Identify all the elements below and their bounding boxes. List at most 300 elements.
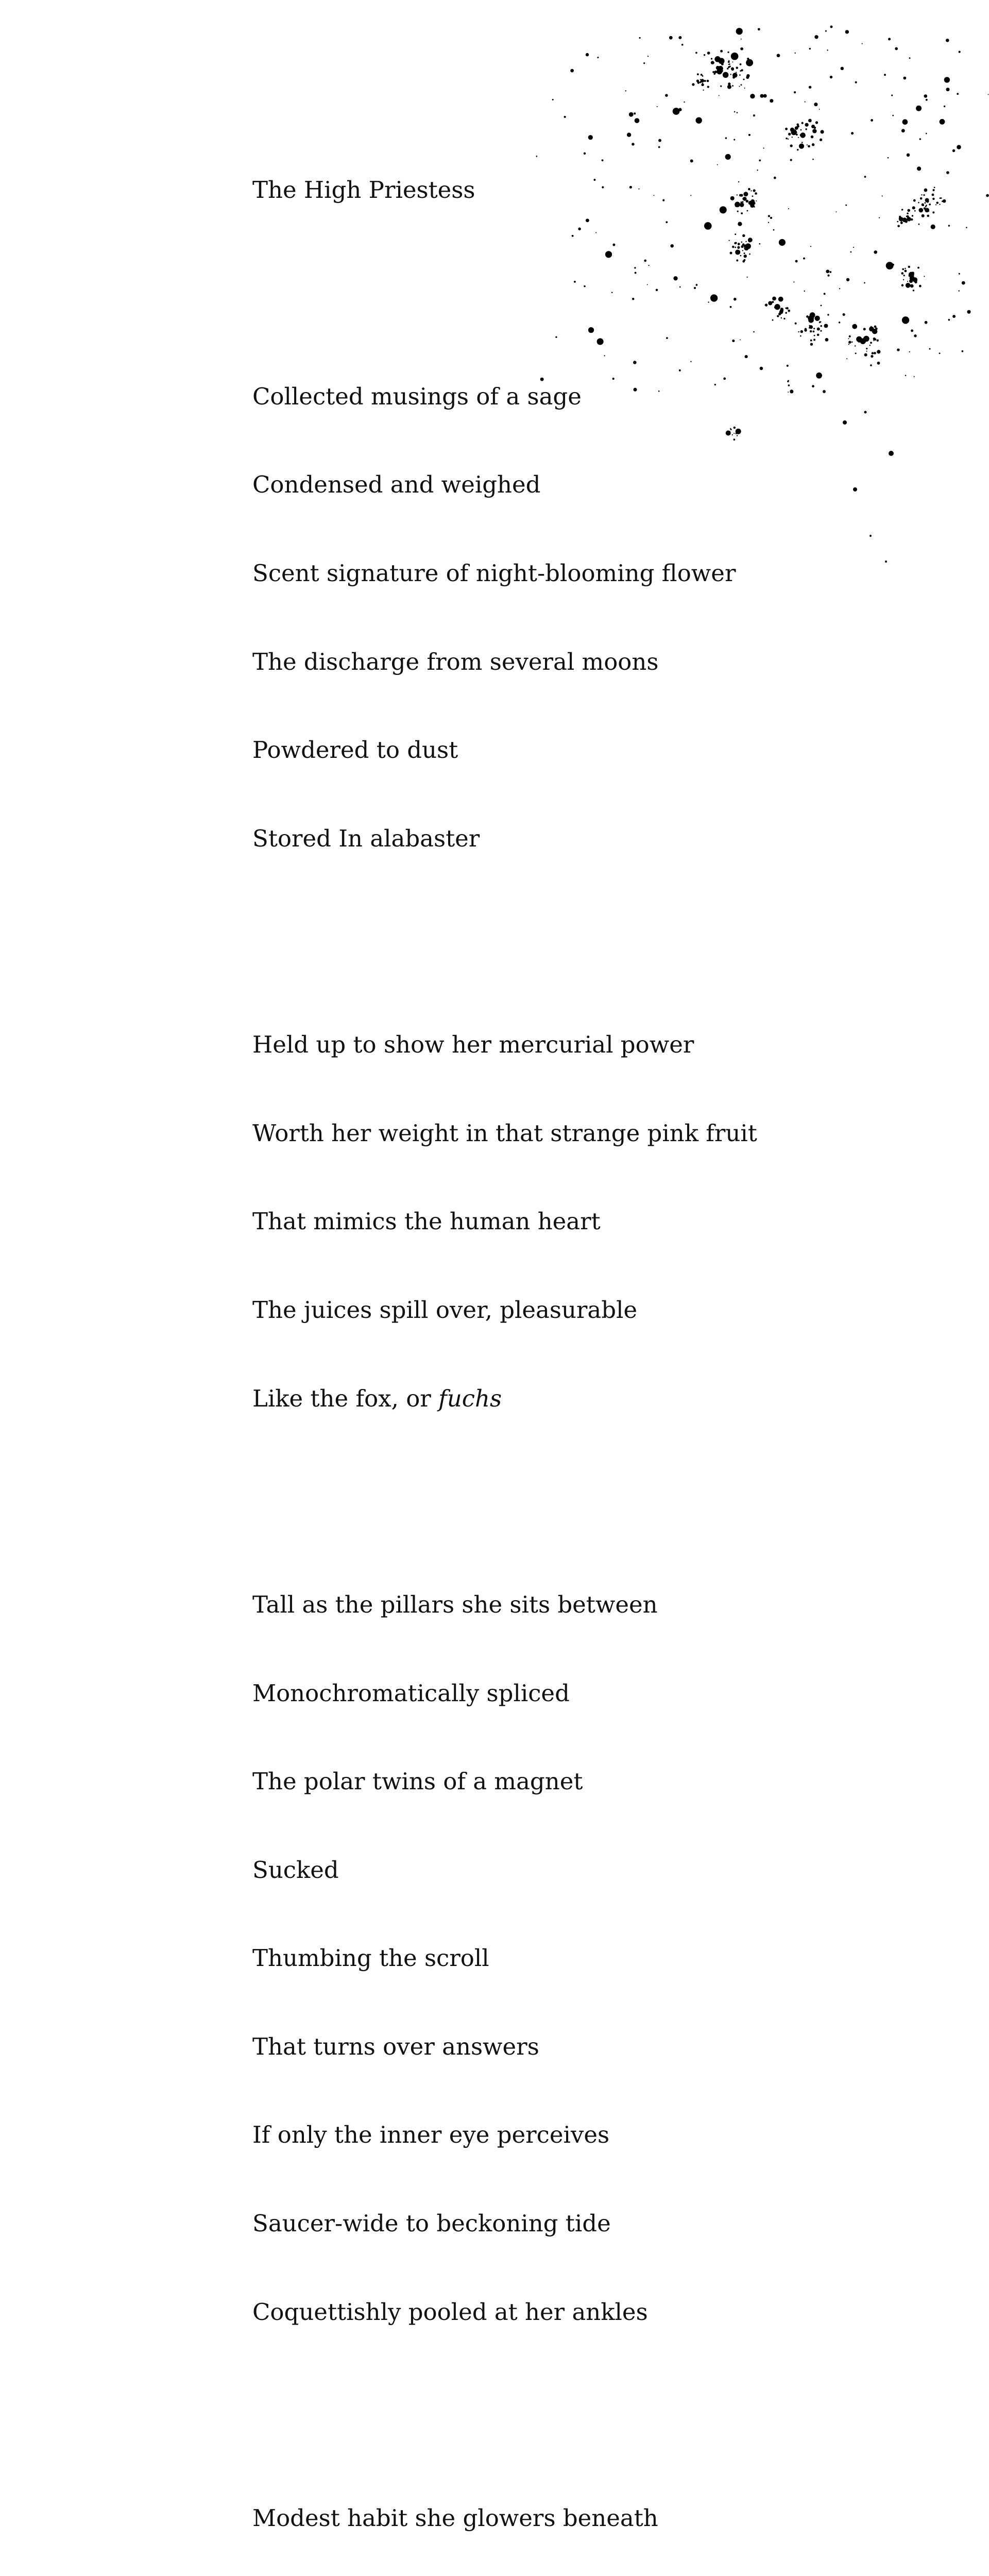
poem-line: Modest habit she glowers beneath (252, 2504, 658, 2532)
star-dot (805, 101, 806, 103)
star-dot (939, 204, 940, 205)
star-dot (902, 316, 909, 324)
star-dot (820, 325, 822, 327)
star-dot (927, 215, 929, 217)
star-dot (701, 79, 704, 82)
star-dot (820, 139, 822, 141)
star-dot (946, 171, 949, 174)
star-dot (713, 62, 715, 64)
star-dot (924, 189, 928, 192)
star-dot (931, 225, 935, 229)
star-dot (741, 39, 742, 40)
star-dot (829, 271, 831, 273)
star-dot (986, 194, 989, 197)
star-dot (707, 86, 709, 88)
star-dot (871, 326, 872, 327)
star-dot (728, 61, 730, 63)
star-dot (863, 336, 869, 342)
star-dot (814, 35, 818, 39)
star-dot (717, 69, 722, 74)
star-dot (926, 200, 929, 203)
star-dot (869, 327, 874, 332)
star-dot (901, 272, 904, 275)
star-dot (848, 338, 849, 339)
star-dot (794, 91, 796, 93)
star-dot (943, 199, 946, 203)
star-dot (918, 208, 923, 213)
star-dot (967, 310, 970, 314)
star-dot (739, 86, 740, 87)
star-dot (846, 278, 849, 281)
star-dot (873, 337, 876, 340)
poem-line: Monochromatically spliced (252, 1679, 570, 1707)
star-dot (731, 67, 734, 70)
star-dot (909, 275, 911, 277)
star-dot (914, 334, 916, 337)
star-dot (874, 326, 877, 328)
star-dot (929, 348, 930, 350)
star-dot (835, 211, 837, 212)
star-dot (907, 213, 909, 215)
stanza-gap (252, 912, 819, 941)
star-dot (848, 344, 849, 345)
star-dot (959, 273, 960, 275)
star-dot (909, 351, 910, 352)
star-dot (913, 290, 914, 291)
star-dot (923, 194, 925, 196)
star-dot (906, 215, 908, 217)
star-dot (845, 30, 849, 33)
star-dot (839, 288, 840, 289)
poem-line: The polar twins of a magnet (252, 1768, 583, 1795)
star-dot (711, 58, 712, 59)
star-dot (639, 37, 640, 39)
star-dot (820, 321, 822, 323)
star-dot (721, 70, 723, 72)
star-dot (824, 293, 826, 295)
poem-line: That mimics the human heart (252, 1208, 601, 1235)
star-dot (770, 99, 773, 103)
star-dot (647, 56, 649, 57)
star-dot (900, 222, 903, 224)
star-dot (732, 85, 734, 87)
star-dot (856, 336, 862, 342)
star-dot (824, 324, 828, 328)
star-dot (923, 205, 924, 207)
star-dot (902, 217, 907, 222)
star-dot (914, 376, 915, 377)
star-dot (866, 351, 867, 352)
star-dot (944, 77, 950, 82)
star-dot (942, 200, 943, 202)
poem-line: The juices spill over, pleasurable (252, 1296, 638, 1324)
star-dot (910, 284, 914, 288)
star-dot (862, 43, 863, 44)
star-dot (712, 71, 714, 73)
star-dot (721, 63, 724, 65)
star-dot (902, 209, 903, 210)
star-dot (845, 205, 847, 206)
star-dot (678, 108, 681, 111)
star-dot (910, 276, 915, 281)
star-dot (905, 220, 908, 223)
star-dot (962, 281, 965, 285)
star-dot (899, 217, 902, 220)
star-dot (907, 215, 909, 218)
star-dot (920, 197, 923, 200)
star-dot (746, 76, 749, 79)
star-dot (673, 108, 680, 115)
star-dot (849, 335, 851, 337)
star-dot (826, 269, 829, 273)
star-dot (895, 47, 898, 50)
star-dot (899, 216, 901, 218)
star-dot (925, 206, 927, 207)
star-dot (934, 187, 935, 189)
star-dot (731, 53, 739, 60)
star-dot (665, 94, 668, 97)
star-dot (870, 364, 872, 366)
star-dot (747, 58, 749, 60)
star-dot (716, 66, 720, 70)
star-dot (926, 99, 928, 101)
star-dot (727, 68, 728, 70)
poem-line: Worth her weight in that strange pink fruit (252, 1119, 757, 1147)
star-dot (746, 59, 753, 66)
star-dot (922, 204, 924, 206)
star-dot (897, 348, 900, 351)
star-dot (888, 38, 891, 40)
star-dot (625, 90, 626, 91)
star-dot (750, 94, 755, 98)
star-dot (906, 283, 911, 288)
star-dot (903, 77, 906, 80)
stanza-gap (252, 264, 819, 293)
star-dot (669, 36, 673, 40)
star-dot (988, 94, 989, 95)
star-dot (932, 189, 934, 191)
star-dot (657, 106, 658, 107)
star-dot (795, 53, 796, 54)
star-dot (909, 57, 911, 59)
star-dot (855, 345, 856, 347)
star-dot (874, 352, 876, 354)
star-dot (901, 284, 904, 287)
stanza-gap (252, 1472, 819, 1501)
star-dot (700, 81, 702, 82)
star-dot (719, 58, 725, 64)
star-dot (921, 194, 922, 195)
star-dot (932, 211, 934, 213)
star-dot (714, 56, 721, 62)
star-dot (731, 68, 734, 71)
star-dot (869, 535, 872, 537)
star-dot (886, 262, 894, 269)
star-dot (877, 340, 879, 342)
star-dot (924, 207, 926, 209)
poem-italic-word: fuchs (438, 1384, 502, 1412)
poem-title: The High Priestess (252, 176, 475, 204)
star-dot (758, 28, 760, 30)
star-dot (892, 115, 894, 116)
star-dot (825, 30, 827, 32)
star-dot (941, 197, 942, 199)
star-dot (701, 74, 703, 76)
star-dot (702, 75, 704, 77)
poem-line: Stored In alabaster (252, 824, 480, 852)
star-dot (931, 194, 934, 196)
star-dot (809, 48, 811, 49)
star-dot (912, 215, 913, 216)
star-dot (907, 281, 908, 282)
star-dot (903, 279, 904, 280)
star-dot (825, 338, 829, 342)
star-dot (728, 66, 730, 68)
star-dot (695, 52, 697, 54)
star-dot (819, 321, 821, 324)
star-dot (913, 277, 914, 278)
star-dot (704, 54, 705, 56)
star-dot (721, 60, 723, 62)
star-dot (760, 94, 763, 98)
star-dot (929, 204, 931, 206)
star-dot (897, 225, 900, 227)
star-dot (678, 36, 681, 39)
star-dot (597, 57, 599, 58)
star-dot (925, 198, 929, 202)
star-dot (634, 112, 636, 114)
star-dot (552, 99, 554, 100)
star-dot (855, 81, 857, 83)
star-dot (570, 69, 574, 73)
star-dot (864, 176, 866, 178)
star-dot (746, 74, 749, 77)
star-dot (912, 206, 915, 209)
star-dot (925, 199, 929, 202)
star-dot (734, 111, 736, 113)
star-dot (952, 315, 956, 318)
star-dot (874, 250, 877, 254)
star-dot (730, 74, 731, 75)
star-dot (927, 200, 928, 201)
star-dot (707, 80, 709, 82)
poem-line: Held up to show her mercurial power (252, 1031, 694, 1059)
star-dot (919, 285, 922, 287)
poem-line: The discharge from several moons (252, 648, 659, 675)
star-dot (703, 90, 704, 91)
star-dot (957, 145, 961, 149)
star-dot (903, 275, 905, 276)
star-dot (864, 411, 867, 414)
star-dot (908, 266, 910, 268)
star-dot (704, 80, 706, 82)
star-dot (917, 166, 921, 171)
star-dot (936, 201, 939, 204)
star-dot (907, 209, 910, 212)
star-dot (851, 132, 854, 134)
star-dot (853, 487, 857, 492)
star-dot (821, 304, 822, 306)
star-dot (946, 39, 949, 42)
star-dot (700, 81, 701, 83)
star-dot (874, 338, 876, 341)
star-dot (925, 321, 928, 324)
star-dot (858, 341, 860, 343)
star-dot (885, 561, 887, 563)
star-dot (719, 73, 720, 74)
star-dot (737, 112, 738, 113)
star-dot (939, 352, 941, 354)
star-dot (719, 95, 720, 96)
star-dot (905, 375, 907, 376)
star-dot (913, 277, 918, 282)
star-dot (891, 95, 893, 96)
star-dot (922, 214, 925, 217)
star-dot (873, 340, 874, 341)
star-dot (720, 86, 722, 87)
star-dot (866, 348, 867, 349)
star-dot (728, 82, 730, 85)
star-dot (872, 352, 874, 354)
star-dot (905, 268, 906, 269)
star-dot (763, 94, 767, 98)
star-dot (728, 64, 729, 65)
star-dot (917, 267, 919, 269)
star-dot (877, 362, 880, 365)
poem-line: Condensed and weighed (252, 471, 541, 499)
star-dot (870, 342, 872, 344)
star-dot (914, 210, 916, 212)
star-dot (916, 106, 922, 111)
star-dot (739, 74, 741, 76)
star-dot (892, 264, 894, 266)
star-dot (907, 154, 910, 157)
star-dot (820, 330, 822, 332)
poem-line: Saucer-wide to beckoning tide (252, 2210, 611, 2238)
stanza-gap (252, 2385, 819, 2415)
star-dot (877, 350, 880, 353)
star-dot (866, 338, 868, 340)
star-dot (918, 224, 919, 225)
star-dot (901, 129, 905, 132)
star-dot (846, 358, 847, 359)
star-dot (823, 390, 826, 393)
star-dot (827, 49, 828, 50)
star-dot (736, 28, 743, 35)
star-dot (912, 272, 914, 274)
star-dot (966, 227, 967, 228)
star-dot (741, 69, 743, 71)
star-dot (839, 321, 841, 324)
star-dot (952, 149, 955, 152)
star-dot (718, 66, 723, 72)
poem-line: Thumbing the scroll (252, 1944, 489, 1972)
star-dot (697, 73, 699, 75)
star-dot (843, 420, 847, 425)
star-dot (911, 277, 913, 279)
star-dot (711, 61, 714, 64)
star-dot (946, 88, 950, 91)
star-dot (932, 198, 934, 200)
star-dot (697, 81, 700, 84)
star-dot (681, 44, 684, 46)
star-dot (899, 217, 903, 222)
star-dot (962, 350, 964, 352)
star-dot (841, 67, 844, 70)
star-dot (884, 74, 886, 76)
star-dot (919, 138, 922, 140)
star-dot (729, 63, 730, 65)
star-dot (907, 217, 911, 222)
star-dot (871, 355, 873, 358)
star-dot (848, 341, 851, 344)
star-dot (700, 79, 701, 80)
star-dot (827, 314, 829, 315)
star-dot (851, 341, 853, 343)
star-dot (926, 133, 927, 134)
star-dot (919, 210, 922, 212)
star-dot (855, 352, 857, 354)
star-dot (720, 50, 723, 53)
star-dot (882, 195, 883, 196)
star-dot (913, 199, 916, 202)
star-dot (863, 328, 866, 330)
star-dot (940, 197, 941, 199)
star-dot (897, 221, 898, 223)
star-dot (827, 275, 829, 277)
poem-line: Tall as the pillars she sits between (252, 1590, 658, 1618)
star-dot (957, 93, 959, 95)
poem-line: Sucked (252, 1856, 339, 1884)
star-dot (889, 451, 894, 456)
star-dot (935, 204, 936, 205)
star-dot (702, 83, 703, 84)
star-dot (959, 51, 961, 53)
star-dot (723, 72, 729, 78)
star-dot (740, 70, 741, 72)
star-dot (732, 61, 734, 62)
star-dot (736, 66, 738, 69)
star-dot (819, 109, 820, 110)
star-dot (902, 119, 908, 125)
star-dot (586, 53, 589, 56)
star-dot (924, 276, 925, 277)
star-dot (732, 73, 738, 78)
star-dot (643, 62, 645, 64)
star-dot (728, 60, 729, 61)
star-dot (852, 324, 857, 329)
star-dot (863, 340, 866, 342)
star-dot (926, 205, 927, 206)
star-dot (777, 54, 780, 57)
star-dot (736, 72, 737, 73)
poem-line: If only the inner eye perceives (252, 2121, 610, 2149)
star-dot (864, 282, 865, 284)
star-dot (696, 79, 699, 82)
star-dot (729, 65, 731, 67)
star-dot (860, 338, 866, 345)
star-dot (907, 216, 909, 218)
star-dot (925, 208, 929, 212)
star-dot (722, 59, 724, 61)
poem-line: Powdered to dust (252, 736, 458, 764)
star-dot (714, 71, 717, 73)
star-dot (850, 251, 852, 253)
star-dot (713, 73, 715, 75)
poem-line: Scent signature of night-blooming flower (252, 559, 736, 587)
star-dot (940, 119, 945, 125)
star-dot (743, 79, 745, 80)
